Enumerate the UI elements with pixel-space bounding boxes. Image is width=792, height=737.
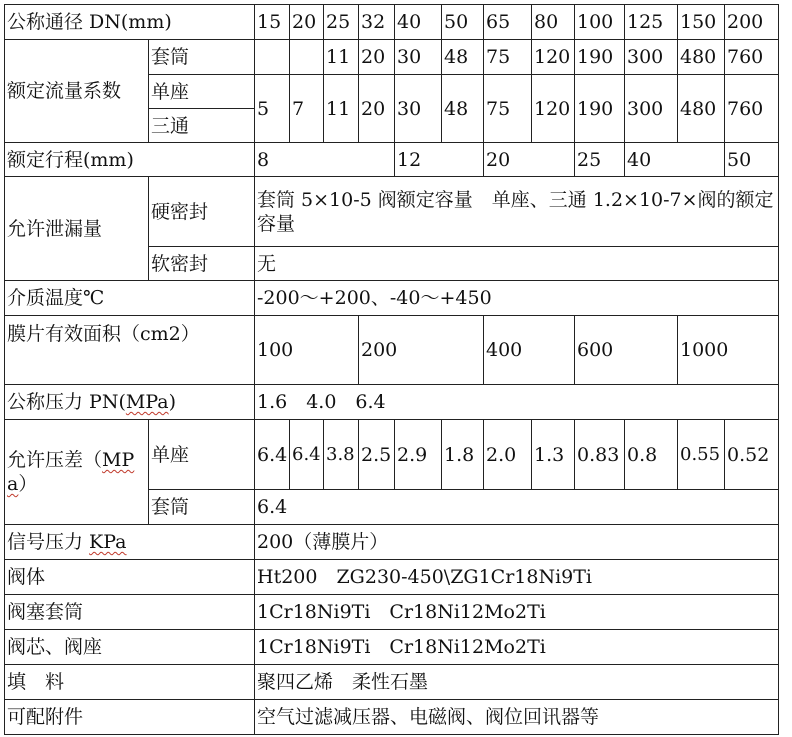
flow-st-cell: 30 — [395, 75, 442, 143]
dp-single-cell: 1.8 — [442, 420, 484, 490]
dp-single-cell: 6.4 — [290, 420, 324, 490]
leak-soft-value: 无 — [255, 247, 779, 281]
dp-single-cell: 0.52 — [725, 420, 779, 490]
row-temp — [5, 281, 779, 316]
leak-label: 允许泄漏量 — [5, 177, 149, 281]
leak-soft-label: 软密封 — [149, 247, 255, 281]
flow-sleeve-cell: 48 — [442, 40, 484, 75]
dp-single-cell: 3.8 — [324, 420, 359, 490]
accessories-label: 可配附件 — [5, 700, 255, 735]
dp-sleeve-label: 套筒 — [149, 490, 255, 525]
accessories-value: 空气过滤减压器、电磁阀、阀位回讯器等 — [255, 700, 779, 735]
pn-label-unit: MPa — [125, 391, 169, 413]
row-flow-sleeve — [5, 40, 779, 75]
dn-cell: 150 — [678, 5, 725, 40]
pn-label — [5, 385, 255, 420]
flow-sleeve-cell — [290, 40, 324, 75]
dp-single-cell: 6.4 — [255, 420, 290, 490]
dn-cell: 40 — [395, 5, 442, 40]
dp-single-cell: 0.55 — [678, 420, 725, 490]
flow-sleeve-cell: 75 — [484, 40, 532, 75]
row-packing — [5, 665, 779, 700]
dn-cell: 65 — [484, 5, 532, 40]
dn-cell: 50 — [442, 5, 484, 40]
row-stroke — [5, 143, 779, 177]
signal-label-unit: KPa — [89, 531, 127, 553]
dp-label-post: ） — [18, 473, 38, 495]
leak-hard-label: 硬密封 — [149, 177, 255, 247]
dn-cell: 20 — [290, 5, 324, 40]
dp-single-cell: 0.83 — [575, 420, 625, 490]
dp-single-label: 单座 — [149, 420, 255, 490]
dp-single-cell: 2.5 — [359, 420, 395, 490]
flow-single-label: 单座 — [149, 75, 255, 109]
row-area — [5, 316, 779, 385]
dn-cell: 15 — [255, 5, 290, 40]
stroke-cell: 25 — [575, 143, 625, 177]
dn-cell: 100 — [575, 5, 625, 40]
row-core-seat — [5, 630, 779, 665]
pn-label-pre: 公称压力 PN( — [7, 391, 126, 413]
signal-label — [5, 525, 255, 560]
packing-value: 聚四乙烯 柔性石墨 — [255, 665, 779, 700]
dp-sleeve-value: 6.4 — [255, 490, 779, 525]
flow-sleeve-cell: 190 — [575, 40, 625, 75]
row-signal — [5, 525, 779, 560]
dp-single-cell: 2.0 — [484, 420, 532, 490]
body-label: 阀体 — [5, 560, 255, 595]
flow-sleeve-cell: 300 — [625, 40, 678, 75]
dp-label-unit: MPa — [7, 449, 135, 495]
spec-table — [4, 4, 779, 735]
stroke-cell: 40 — [625, 143, 725, 177]
flow-label: 额定流量系数 — [5, 40, 149, 143]
signal-label-pre: 信号压力 — [7, 531, 90, 553]
flow-sleeve-cell — [255, 40, 290, 75]
dp-single-cell: 1.3 — [532, 420, 575, 490]
plug-sleeve-value: 1Cr18Ni9Ti Cr18Ni12Mo2Ti — [255, 595, 779, 630]
flow-sleeve-cell: 480 — [678, 40, 725, 75]
flow-st-cell: 11 — [324, 75, 359, 143]
area-label: 膜片有效面积（cm2） — [5, 316, 255, 385]
core-seat-value: 1Cr18Ni9Ti Cr18Ni12Mo2Ti — [255, 630, 779, 665]
flow-st-cell: 75 — [484, 75, 532, 143]
stroke-cell: 20 — [484, 143, 575, 177]
area-cell: 1000 — [678, 316, 779, 385]
flow-three-label: 三通 — [149, 109, 255, 143]
flow-st-cell: 120 — [532, 75, 575, 143]
plug-sleeve-label: 阀塞套筒 — [5, 595, 255, 630]
row-pn — [5, 385, 779, 420]
stroke-cell: 50 — [725, 143, 779, 177]
temp-value: -200～+200、-40～+450 — [255, 281, 779, 316]
area-cell: 600 — [575, 316, 678, 385]
dp-label-pre: 允许压差（ — [7, 449, 103, 471]
flow-st-cell: 190 — [575, 75, 625, 143]
flow-sleeve-cell: 11 — [324, 40, 359, 75]
stroke-cell: 12 — [395, 143, 484, 177]
row-plug-sleeve — [5, 595, 779, 630]
dn-cell: 200 — [725, 5, 779, 40]
signal-value: 200（薄膜片） — [255, 525, 779, 560]
flow-sleeve-cell: 120 — [532, 40, 575, 75]
dn-cell: 32 — [359, 5, 395, 40]
flow-st-cell: 48 — [442, 75, 484, 143]
dn-label: 公称通径 DN(mm) — [5, 5, 255, 40]
body-value: Ht200 ZG230-450\ZG1Cr18Ni9Ti — [255, 560, 779, 595]
dn-cell: 125 — [625, 5, 678, 40]
temp-label: 介质温度℃ — [5, 281, 255, 316]
row-dn — [5, 5, 779, 40]
packing-label: 填 料 — [5, 665, 255, 700]
pn-value: 1.6 4.0 6.4 — [255, 385, 779, 420]
flow-sleeve-cell: 20 — [359, 40, 395, 75]
flow-st-cell: 760 — [725, 75, 779, 143]
flow-st-cell: 20 — [359, 75, 395, 143]
area-cell: 100 — [255, 316, 359, 385]
pn-label-post: ) — [168, 391, 177, 413]
dn-cell: 25 — [324, 5, 359, 40]
core-seat-label: 阀芯、阀座 — [5, 630, 255, 665]
flow-st-cell: 300 — [625, 75, 678, 143]
area-cell: 200 — [359, 316, 484, 385]
row-body — [5, 560, 779, 595]
flow-st-cell: 480 — [678, 75, 725, 143]
dn-cell: 80 — [532, 5, 575, 40]
stroke-label: 额定行程(mm) — [5, 143, 255, 177]
dp-single-cell: 0.8 — [625, 420, 678, 490]
flow-st-cell: 7 — [290, 75, 324, 143]
flow-sleeve-label: 套筒 — [149, 40, 255, 75]
dp-label — [5, 420, 149, 525]
flow-sleeve-cell: 760 — [725, 40, 779, 75]
area-cell: 400 — [484, 316, 575, 385]
stroke-cell: 8 — [255, 143, 395, 177]
row-leak-hard — [5, 177, 779, 247]
flow-st-cell: 5 — [255, 75, 290, 143]
row-accessories — [5, 700, 779, 735]
flow-sleeve-cell: 30 — [395, 40, 442, 75]
dp-single-cell: 2.9 — [395, 420, 442, 490]
leak-hard-value: 套筒 5×10-5 阀额定容量 单座、三通 1.2×10-7×阀的额定容量 — [255, 177, 779, 247]
row-dp-single — [5, 420, 779, 490]
